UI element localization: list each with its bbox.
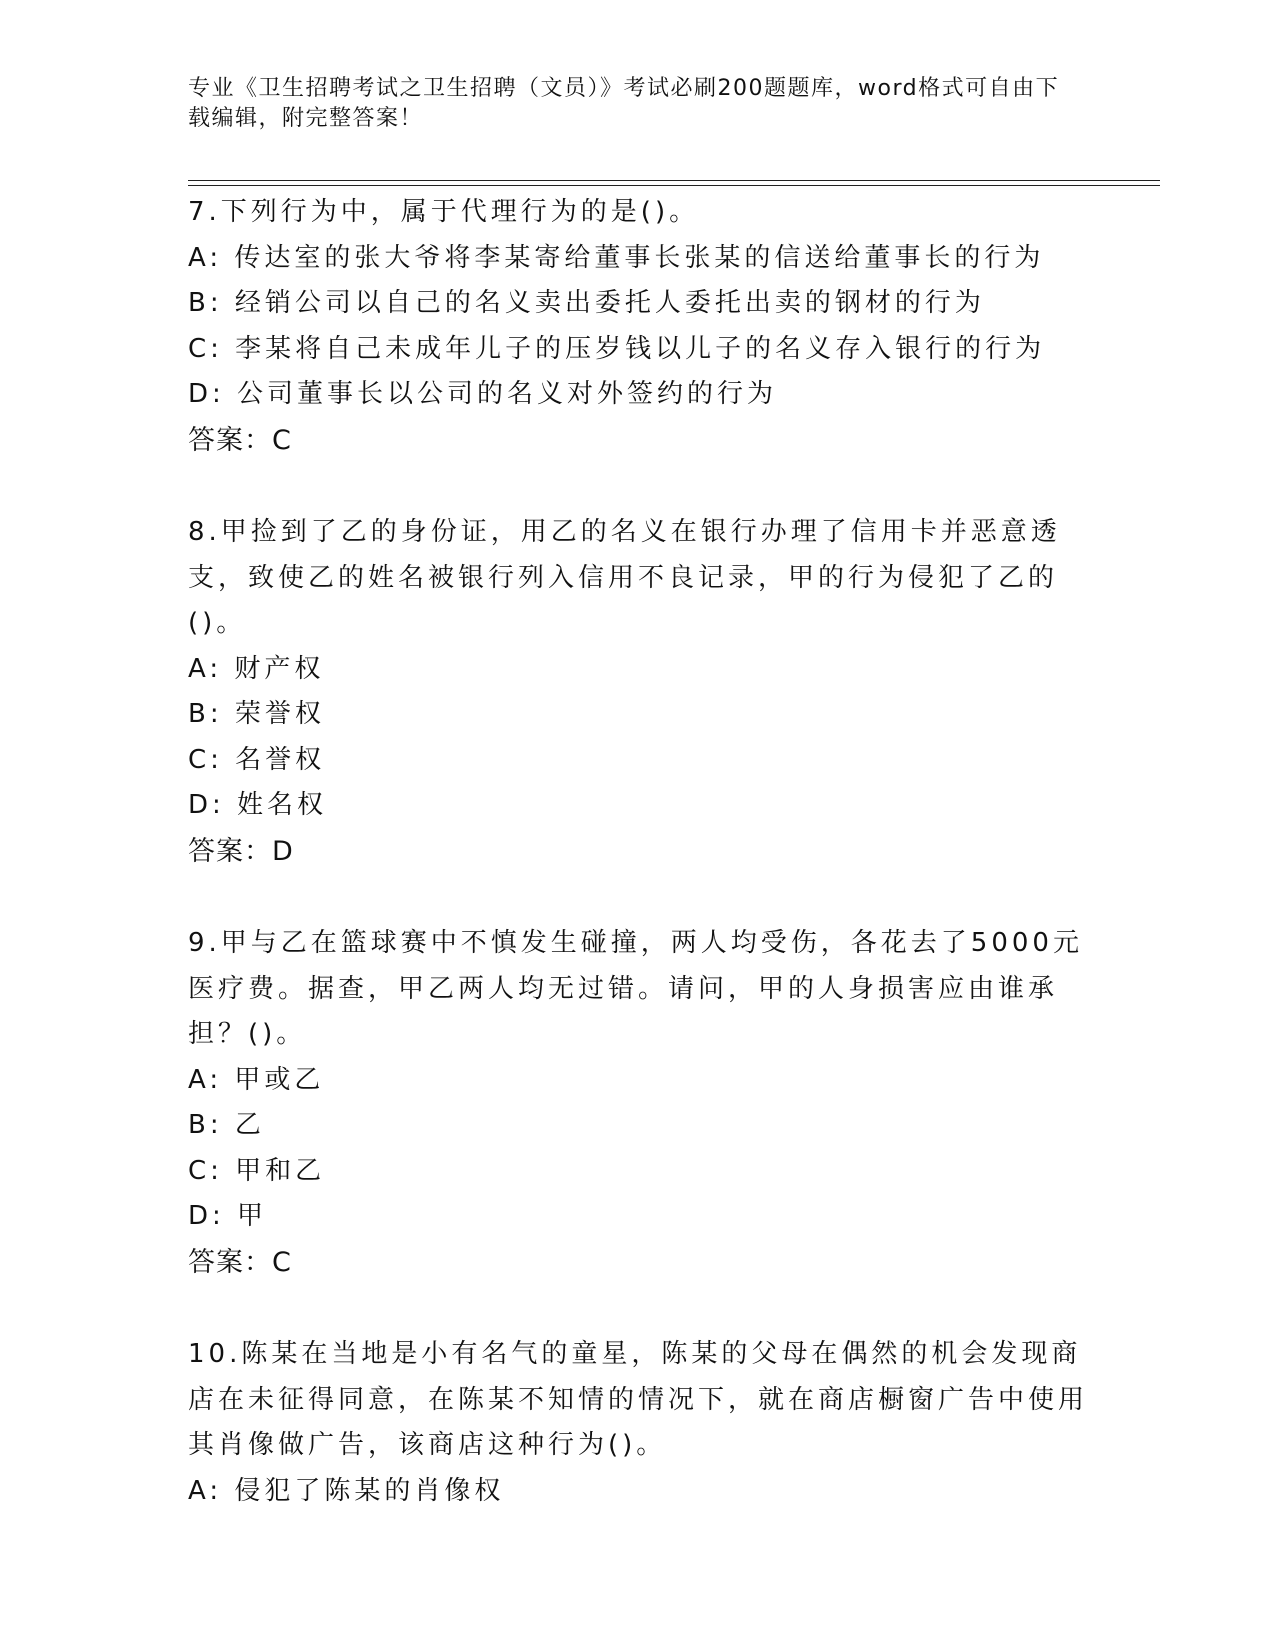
- option-b: B: 荣誉权: [188, 699, 325, 729]
- option-a: A: 财产权: [188, 653, 325, 684]
- option-b: B: 经销公司以自己的名义卖出委托人委托出卖的钢材的行为: [188, 288, 985, 318]
- option-c: C: 李某将自己未成年儿子的压岁钱以儿子的名义存入银行的行为: [188, 333, 1046, 364]
- question-text: 7.下列行为中，属于代理行为的是()。: [188, 197, 700, 227]
- question-text: 10.陈某在当地是小有名气的童星，陈某的父母在偶然的机会发现商店在未征得同意，在陈某不知情的情况下，就在商店橱窗广告中使用其肖像做广告，该商店这种行为()。: [188, 1339, 1089, 1460]
- option-a: A: 传达室的张大爷将李某寄给董事长张某的信送给董事长的行为: [188, 242, 1045, 273]
- option-a: A: 甲或乙: [188, 1064, 325, 1095]
- question-9: [188, 921, 1088, 1285]
- document-header: 专业《卫生招聘考试之卫生招聘（文员）》考试必刷200题题库，word格式可自由下载编辑，附完整答案！: [188, 76, 1060, 131]
- option-c: C: 名誉权: [188, 744, 326, 775]
- answer-text: 答案：C: [188, 1246, 292, 1278]
- question-list: [188, 190, 1088, 1561]
- option-d: D: 公司董事长以公司的名义对外签约的行为: [188, 379, 778, 409]
- question-text: 8.甲捡到了乙的身份证，用乙的名义在银行办理了信用卡并恶意透支，致使乙的姓名被银行列入信用不良记录，甲的行为侵犯了乙的()。: [188, 517, 1061, 638]
- option-b: B: 乙: [188, 1110, 265, 1140]
- answer-text: 答案：C: [188, 424, 292, 456]
- header-divider-bottom: [188, 185, 1160, 186]
- question-7: [188, 190, 1088, 463]
- option-d: D: 甲: [188, 1201, 268, 1231]
- question-10: [188, 1332, 1088, 1514]
- question-text: 9.甲与乙在篮球赛中不慎发生碰撞，两人均受伤，各花去了5000元医疗费。据查，甲乙两人均无过错。请问，甲的人身损害应由谁承担？()。: [188, 928, 1083, 1049]
- question-8: [188, 510, 1088, 874]
- option-a: A: 侵犯了陈某的肖像权: [188, 1475, 505, 1506]
- option-c: C: 甲和乙: [188, 1155, 326, 1186]
- header-divider-top: [188, 180, 1160, 181]
- option-d: D: 姓名权: [188, 790, 328, 820]
- answer-text: 答案：D: [188, 835, 294, 867]
